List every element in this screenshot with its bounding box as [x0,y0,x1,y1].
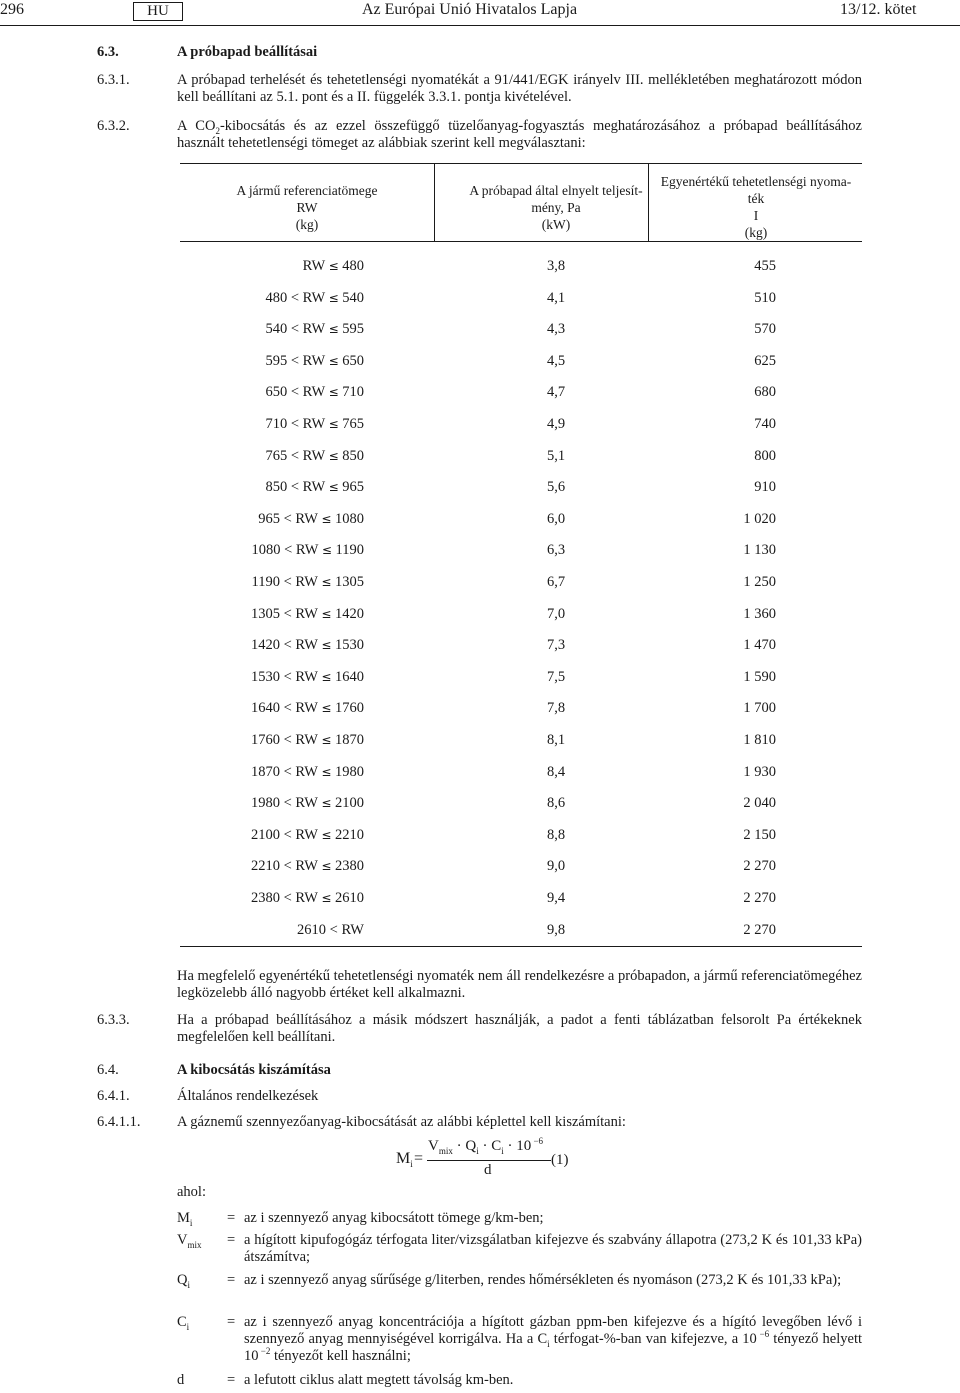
less-or-equal-sign: ≤ [328,259,339,273]
less-than-sign: < [279,732,296,748]
range-upper-bound: 480 [338,258,364,274]
rw-symbol: RW [295,858,318,874]
table-column-divider [434,163,435,241]
def-symbol: $Q_i$ [177,1272,190,1290]
cell-absorbed-power: 7,8 [546,700,566,716]
def-symbol: d [177,1372,185,1388]
rw-symbol: RW [302,384,325,400]
range-lower-bound: 1530 [250,669,280,685]
less-than-sign: < [287,416,303,432]
section-number: 6.3. [97,44,119,60]
range-upper-bound: 1190 [331,542,364,558]
range-lower-bound: 1080 [251,542,281,558]
cell-equivalent-inertia: 2 040 [743,795,776,811]
rw-symbol: RW [295,606,318,622]
cell-reference-mass-range [180,542,364,559]
cell-equivalent-inertia: 625 [754,353,776,369]
less-or-equal-sign: ≤ [321,512,332,526]
def-symbol: $V_{mix}$ [177,1232,202,1250]
range-upper-bound: 1640 [331,669,364,685]
def-text: az i szennyező anyag kibocsátott tömege g/km-ben; [244,1210,544,1226]
table-header-absorbed-power: A próbapad által elnyelt teljesít- mény, Pa (kW) [469,183,643,232]
cell-reference-mass-range [180,606,364,623]
cell-reference-mass-range [180,353,364,370]
range-upper-bound: 2210 [331,827,364,843]
range-lower-bound: 650 [265,384,288,400]
range-lower-bound: 1190 [251,574,280,590]
header-rule [0,25,960,26]
cell-equivalent-inertia: 1 700 [743,700,776,716]
range-upper-bound: 2380 [331,858,364,874]
def-symbol: $M_i$ [177,1210,193,1228]
range-upper-bound: 1980 [331,764,364,780]
range-upper-bound: 1305 [331,574,364,590]
def-text: a lefutott ciklus alatt megtett távolság km-ben. [244,1372,514,1388]
range-upper-bound: 2100 [331,795,364,811]
cell-absorbed-power: 8,6 [546,795,566,811]
range-upper-bound: 710 [338,384,364,400]
less-or-equal-sign: ≤ [321,765,332,779]
cell-absorbed-power: 4,5 [546,353,566,369]
range-upper-bound: 650 [338,353,364,369]
def-equals: = [227,1210,236,1226]
cell-equivalent-inertia: 1 250 [743,574,776,590]
volume-number: 13/12. kötet [840,1,917,18]
less-or-equal-sign: ≤ [321,828,332,842]
range-upper-bound: 765 [338,416,364,432]
cell-reference-mass-range [180,827,364,844]
paragraph: A próbapad terhelését és tehetetlenségi nyomatékát a 91/441/EGK irányelv III. mellékletében meghatározott módon kell beállítani az 5.1. pont és a II. függelék 3.3.1. pontja kivételével. [177,72,862,105]
def-equals: = [227,1314,236,1330]
page-number: 296 [0,1,24,18]
cell-equivalent-inertia: 2 270 [743,890,776,906]
rw-symbol: RW [295,637,318,653]
formula-equals: = [414,1150,424,1167]
cell-reference-mass-range [180,890,364,907]
cell-equivalent-inertia: 1 590 [743,669,776,685]
less-than-sign: < [287,479,303,495]
range-lower-bound: 2380 [250,890,280,906]
cell-equivalent-inertia: 1 930 [743,764,776,780]
cell-absorbed-power: 6,0 [546,511,566,527]
less-or-equal-sign: ≤ [321,638,332,652]
less-or-equal-sign: ≤ [321,670,332,684]
range-upper-bound: 1870 [331,732,364,748]
formula-lhs: $M_i$ [396,1150,413,1169]
range-upper-bound: 1760 [331,700,364,716]
cell-absorbed-power: 8,8 [546,827,566,843]
cell-equivalent-inertia: 1 470 [743,637,776,653]
cell-equivalent-inertia: 740 [754,416,776,432]
less-or-equal-sign: ≤ [321,859,332,873]
section-number: 6.3.1. [97,72,130,88]
cell-equivalent-inertia: 1 360 [743,606,776,622]
less-than-sign: < [326,922,342,938]
cell-reference-mass-range [180,321,364,338]
less-or-equal-sign: ≤ [328,417,339,431]
cell-reference-mass-range [180,858,364,875]
less-than-sign: < [279,764,296,780]
range-lower-bound: 480 [265,290,288,306]
cell-absorbed-power: 7,0 [546,606,566,622]
rw-symbol: RW [295,669,318,685]
range-lower-bound: 710 [265,416,288,432]
cell-equivalent-inertia: 1 020 [743,511,776,527]
less-than-sign: < [280,542,296,558]
range-lower-bound: 2610 [297,922,326,938]
section-number: 6.4.1. [97,1088,130,1104]
rw-symbol: RW [295,890,318,906]
less-than-sign: < [287,384,303,400]
cell-reference-mass-range [180,795,364,812]
cell-equivalent-inertia: 1 130 [743,542,776,558]
rw-symbol: RW [302,290,325,306]
section-number: 6.3.2. [97,118,130,134]
formula-denominator: d [484,1162,492,1178]
rw-symbol: RW [341,922,364,938]
rw-symbol: RW [302,479,325,495]
less-or-equal-sign: ≤ [328,385,339,399]
cell-absorbed-power: 4,1 [546,290,566,306]
rw-symbol: RW [295,764,318,780]
cell-absorbed-power: 5,1 [546,448,566,464]
cell-equivalent-inertia: 1 810 [743,732,776,748]
less-than-sign: < [279,511,296,527]
cell-equivalent-inertia: 510 [754,290,776,306]
section-number: 6.4.1.1. [97,1114,141,1130]
cell-absorbed-power: 8,1 [546,732,566,748]
cell-reference-mass-range [180,700,364,717]
less-than-sign: < [279,669,296,685]
cell-reference-mass-range [180,922,364,939]
rw-symbol: RW [295,795,318,811]
less-or-equal-sign: ≤ [328,449,339,463]
table-bottom-rule [180,946,862,947]
less-or-equal-sign: ≤ [321,701,332,715]
rw-symbol: RW [295,700,318,716]
range-lower-bound: 1760 [250,732,280,748]
less-or-equal-sign: ≤ [321,891,332,905]
cell-reference-mass-range [180,258,364,275]
less-or-equal-sign: ≤ [321,607,332,621]
less-or-equal-sign: ≤ [321,733,332,747]
def-symbol: $C_i$ [177,1314,190,1332]
subsection-title: Általános rendelkezések [177,1088,319,1104]
paragraph: Ha a próbapad beállításához a másik módszert használják, a padot a fenti táblázatban felsorolt Pa értékeknek megfelelően kell beállítani. [177,1012,862,1045]
range-upper-bound: 850 [338,448,364,464]
range-upper-bound: 1420 [331,606,364,622]
rw-symbol: RW [295,542,319,558]
table-top-rule [180,163,862,164]
range-upper-bound: 2610 [331,890,364,906]
cell-equivalent-inertia: 910 [754,479,776,495]
formula-fraction-bar [427,1160,551,1161]
rw-symbol: RW [302,353,325,369]
range-lower-bound: 1980 [250,795,280,811]
def-equals: = [227,1272,236,1288]
cell-equivalent-inertia: 2 150 [743,827,776,843]
cell-equivalent-inertia: 455 [754,258,776,274]
cell-absorbed-power: 5,6 [546,479,566,495]
cell-equivalent-inertia: 800 [754,448,776,464]
less-than-sign: < [287,353,303,369]
cell-absorbed-power: 9,8 [546,922,566,938]
cell-absorbed-power: 3,8 [546,258,566,274]
cell-reference-mass-range [180,764,364,781]
less-than-sign: < [279,795,296,811]
rw-symbol: RW [295,732,318,748]
cell-reference-mass-range [180,479,364,496]
table-header-reference-mass: A jármű referenciatömege RW (kg) [236,183,378,232]
rw-symbol: RW [302,321,325,337]
formula-reference: (1) [551,1152,569,1168]
less-than-sign: < [279,700,296,716]
rw-symbol: RW [295,511,318,527]
range-lower-bound: 2100 [250,827,280,843]
cell-reference-mass-range [180,511,364,528]
rw-symbol: RW [302,416,325,432]
cell-absorbed-power: 4,7 [546,384,566,400]
cell-reference-mass-range [180,448,364,465]
cell-absorbed-power: 4,3 [546,321,566,337]
paragraph: A $CO_2$-kibocsátás és az ezzel összefüggő tüzelőanyag-fogyasztás meghatározásához a próbapad beállításához használt tehetetlenségi tömeget az alábbiak szerint kell megválasztani: [177,118,862,151]
range-lower-bound: 1640 [250,700,280,716]
rw-symbol: RW [302,448,325,464]
journal-title: Az Európai Unió Hivatalos Lapja [362,1,578,18]
rw-symbol: RW [295,574,318,590]
paragraph: A gáznemű szennyezőanyag-kibocsátását az alábbi képlettel kell kiszámítani: [177,1114,626,1130]
rw-symbol: RW [302,258,325,274]
table-header-equivalent-inertia: Egyenértékű tehetetlenségi nyoma- ték I (kg) [660,174,852,240]
range-lower-bound: 595 [265,353,288,369]
cell-equivalent-inertia: 2 270 [743,858,776,874]
less-or-equal-sign: ≤ [328,291,339,305]
range-lower-bound: 765 [265,448,288,464]
cell-absorbed-power: 6,7 [546,574,566,590]
range-lower-bound: 2210 [250,858,280,874]
less-than-sign: < [279,637,296,653]
cell-equivalent-inertia: 2 270 [743,922,776,938]
less-than-sign: < [279,858,296,874]
less-or-equal-sign: ≤ [328,354,339,368]
cell-absorbed-power: 6,3 [546,542,566,558]
cell-reference-mass-range [180,290,364,307]
section-title: A kibocsátás kiszámítása [177,1062,331,1078]
section-number: 6.4. [97,1062,119,1078]
range-upper-bound: 595 [338,321,364,337]
cell-absorbed-power: 8,4 [546,764,566,780]
cell-absorbed-power: 7,5 [546,669,566,685]
range-lower-bound: 1305 [250,606,280,622]
range-upper-bound: 1530 [331,637,364,653]
table-note: Ha megfelelő egyenértékű tehetetlenségi nyomaték nem áll rendelkezésre a próbapadon, a jármű referenciatömegéhez legközelebb álló nagyobb értéket kell alkalmazni. [177,968,862,1001]
table-column-divider [648,163,649,241]
less-than-sign: < [287,321,303,337]
less-or-equal-sign: ≤ [321,575,332,589]
less-than-sign: < [287,448,303,464]
language-code-box: HU [133,2,183,21]
table-header-rule [180,241,862,242]
rw-symbol: RW [295,827,318,843]
less-or-equal-sign: ≤ [321,796,332,810]
def-text: az i szennyező anyag koncentrációja a hígított gázban ppm-ben kifejezve és a hígító levegőben lévő i szennyező anyag mennyiségével korrigálva. Ha a $C_i$ térfogat-%-ban van kifejezve, a 10 $^{-6}$ tényező helyett 10 $^{-2}$ tényezőt kell használni; [244,1314,863,1364]
range-lower-bound: 1420 [250,637,280,653]
section-number: 6.3.3. [97,1012,130,1028]
def-equals: = [227,1232,236,1248]
section-title: A próbapad beállításai [177,44,318,60]
less-than-sign: < [279,890,296,906]
cell-equivalent-inertia: 680 [754,384,776,400]
cell-reference-mass-range [180,669,364,686]
less-or-equal-sign: ≤ [321,543,332,557]
cell-reference-mass-range [180,416,364,433]
def-text: a hígított kipufogógáz térfogata liter/vizsgálatban kifejezve és szabvány állapotra (273,2 K és 101,33 kPa) átszámítva; [244,1232,862,1265]
range-lower-bound: 965 [258,511,280,527]
less-than-sign: < [287,290,303,306]
range-lower-bound: 1870 [250,764,280,780]
where-label: ahol: [177,1184,206,1200]
less-than-sign: < [279,827,296,843]
less-or-equal-sign: ≤ [328,322,339,336]
cell-reference-mass-range [180,637,364,654]
less-or-equal-sign: ≤ [328,480,339,494]
cell-equivalent-inertia: 570 [754,321,776,337]
def-text: az i szennyező anyag sűrűsége g/literben, rendes hőmérsékleten és nyomáson (273,2 K és 101,33 kPa); [244,1272,842,1288]
cell-reference-mass-range [180,732,364,749]
range-upper-bound: 540 [338,290,364,306]
range-upper-bound: 965 [338,479,364,495]
def-equals: = [227,1372,236,1388]
range-upper-bound: 1080 [331,511,364,527]
range-lower-bound: 540 [265,321,288,337]
cell-reference-mass-range [180,384,364,401]
cell-absorbed-power: 7,3 [546,637,566,653]
cell-reference-mass-range [180,574,364,591]
cell-absorbed-power: 4,9 [546,416,566,432]
cell-absorbed-power: 9,0 [546,858,566,874]
range-lower-bound: 850 [265,479,288,495]
cell-absorbed-power: 9,4 [546,890,566,906]
less-than-sign: < [279,574,296,590]
less-than-sign: < [279,606,296,622]
formula-numerator: $V_{mix} \cdot Q_i \cdot C_i \cdot 10$ $^{-6}$ [428,1136,544,1156]
